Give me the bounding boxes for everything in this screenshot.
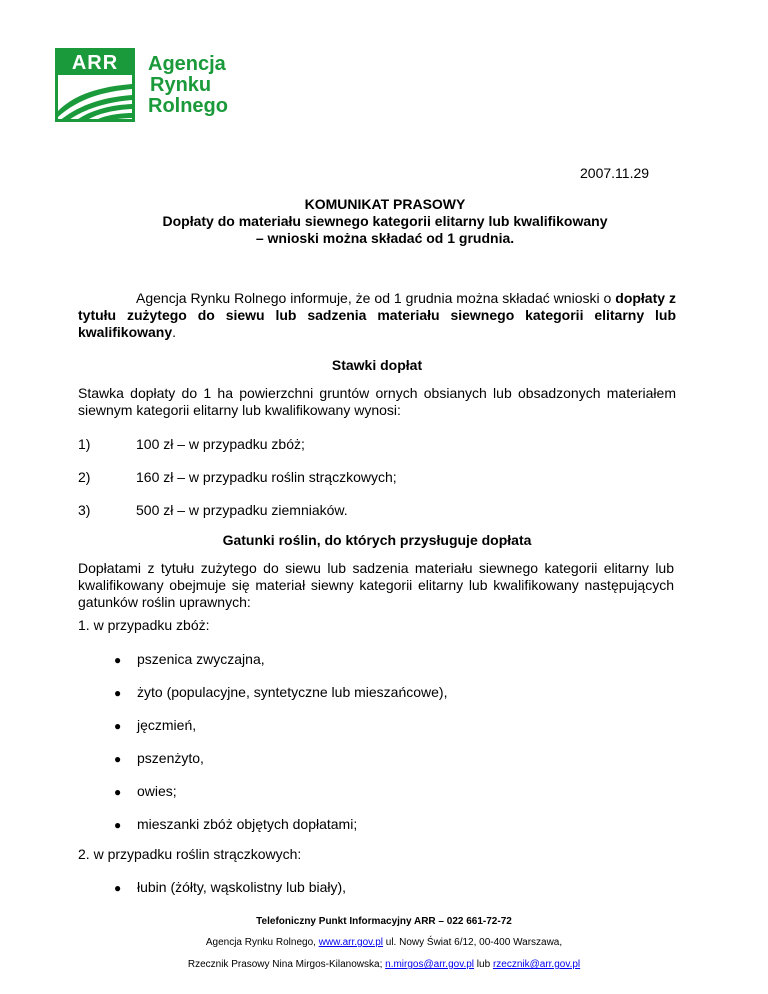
website-link[interactable]: www.arr.gov.pl <box>318 937 383 948</box>
bullet-icon: ● <box>114 719 122 733</box>
list-item-text: jęczmień, <box>137 717 197 733</box>
footer-hotline: Telefoniczny Punkt Informacyjny ARR – 022 661-72-72 <box>256 916 512 927</box>
rate-item-text: 160 zł – w przypadku roślin strączkowych; <box>136 469 397 485</box>
list-item-text: mieszanki zbóż objętych dopłatami; <box>137 816 358 832</box>
list-item <box>114 717 196 733</box>
list-item <box>114 879 346 895</box>
list-item <box>114 750 204 766</box>
intro-paragraph <box>78 290 676 341</box>
species-paragraph: Dopłatami z tytułu zużytego do siewu lub sadzenia materiału siewnego kategorii elitarny lub kwalifikowany obejmuje się materiał siewny kategorii elitarny lub kwalifikowany następujących gatunków roślin uprawnych: <box>78 560 674 610</box>
rate-item-number: 2) <box>78 469 91 485</box>
list-item-text: żyto (populacyjne, syntetyczne lub mieszańcowe), <box>137 684 448 700</box>
rate-item <box>78 469 397 485</box>
list-item-text: pszenica zwyczajna, <box>137 651 265 667</box>
logo-arr-text: ARR <box>58 51 132 75</box>
press-release-title: KOMUNIKAT PRASOWY <box>304 196 466 212</box>
footer-spokesperson-name: Rzecznik Prasowy Nina Mirgos-Kilanowska; <box>187 959 386 970</box>
footer-address <box>0 937 768 948</box>
bullet-icon: ● <box>114 653 122 667</box>
list-item-text: pszenżyto, <box>137 750 204 766</box>
footer-street: ul. Nowy Świat 6/12, 00-400 Warszawa, <box>383 937 563 948</box>
press-email-link[interactable]: rzecznik@arr.gov.pl <box>492 959 581 970</box>
rates-heading: Stawki dopłat <box>331 357 423 373</box>
species-group-legumes: 2. w przypadku roślin strączkowych: <box>78 846 302 862</box>
rate-item-text: 500 zł – w przypadku ziemniaków. <box>136 502 348 518</box>
press-release-subtitle-1: Dopłaty do materiału siewnego kategorii elitarny lub kwalifikowany <box>162 213 608 229</box>
intro-bold-text: dopłaty z tytułu zużytego do siewu lub sadzenia materiału siewnego kategorii elitarny lub kwalifikowany <box>78 290 676 340</box>
logo-line-3: Rolnego <box>148 95 228 117</box>
list-item-text: łubin (żółty, wąskolistny lub biały), <box>137 879 347 895</box>
list-item <box>114 651 265 667</box>
bullet-icon: ● <box>114 785 122 799</box>
logo-line-2: Rynku <box>150 74 212 96</box>
rate-item-text: 100 zł – w przypadku zbóż; <box>136 436 305 452</box>
bullet-icon: ● <box>114 881 122 895</box>
footer-agency-name: Agencja Rynku Rolnego, <box>205 937 319 948</box>
field-stripes-icon <box>58 75 132 122</box>
rates-paragraph: Stawka dopłaty do 1 ha powierzchni gruntów ornych obsianych lub obsadzonych materiałem siewnym kategorii elitarny lub kwalifikowany wynosi: <box>78 385 676 418</box>
intro-end: . <box>172 324 177 340</box>
bullet-icon: ● <box>114 686 122 700</box>
list-item <box>114 783 177 799</box>
press-release-subtitle-2: – wnioski można składać od 1 grudnia. <box>255 230 515 246</box>
list-item <box>114 684 447 700</box>
rate-item-number: 3) <box>78 502 91 518</box>
footer-spokesperson <box>0 959 768 970</box>
bullet-icon: ● <box>114 752 122 766</box>
rate-item-number: 1) <box>78 436 91 452</box>
list-item-text: owies; <box>137 783 177 799</box>
species-heading: Gatunki roślin, do których przysługuje dopłata <box>222 532 532 548</box>
logo-emblem <box>55 48 135 122</box>
species-group-cereals: 1. w przypadku zbóż: <box>78 617 210 633</box>
logo-line-1: Agencja <box>148 53 226 75</box>
logo-wordmark <box>148 54 228 117</box>
rate-item <box>78 436 305 452</box>
rate-item <box>78 502 348 518</box>
arr-logo <box>55 48 265 126</box>
intro-text: Agencja Rynku Rolnego informuje, że od 1 grudnia można składać wnioski o <box>136 290 616 306</box>
spokesperson-email-link[interactable]: n.mirgos@arr.gov.pl <box>385 959 475 970</box>
footer-or: lub <box>474 959 493 970</box>
document-date: 2007.11.29 <box>580 165 650 181</box>
list-item <box>114 816 357 832</box>
bullet-icon: ● <box>114 818 122 832</box>
